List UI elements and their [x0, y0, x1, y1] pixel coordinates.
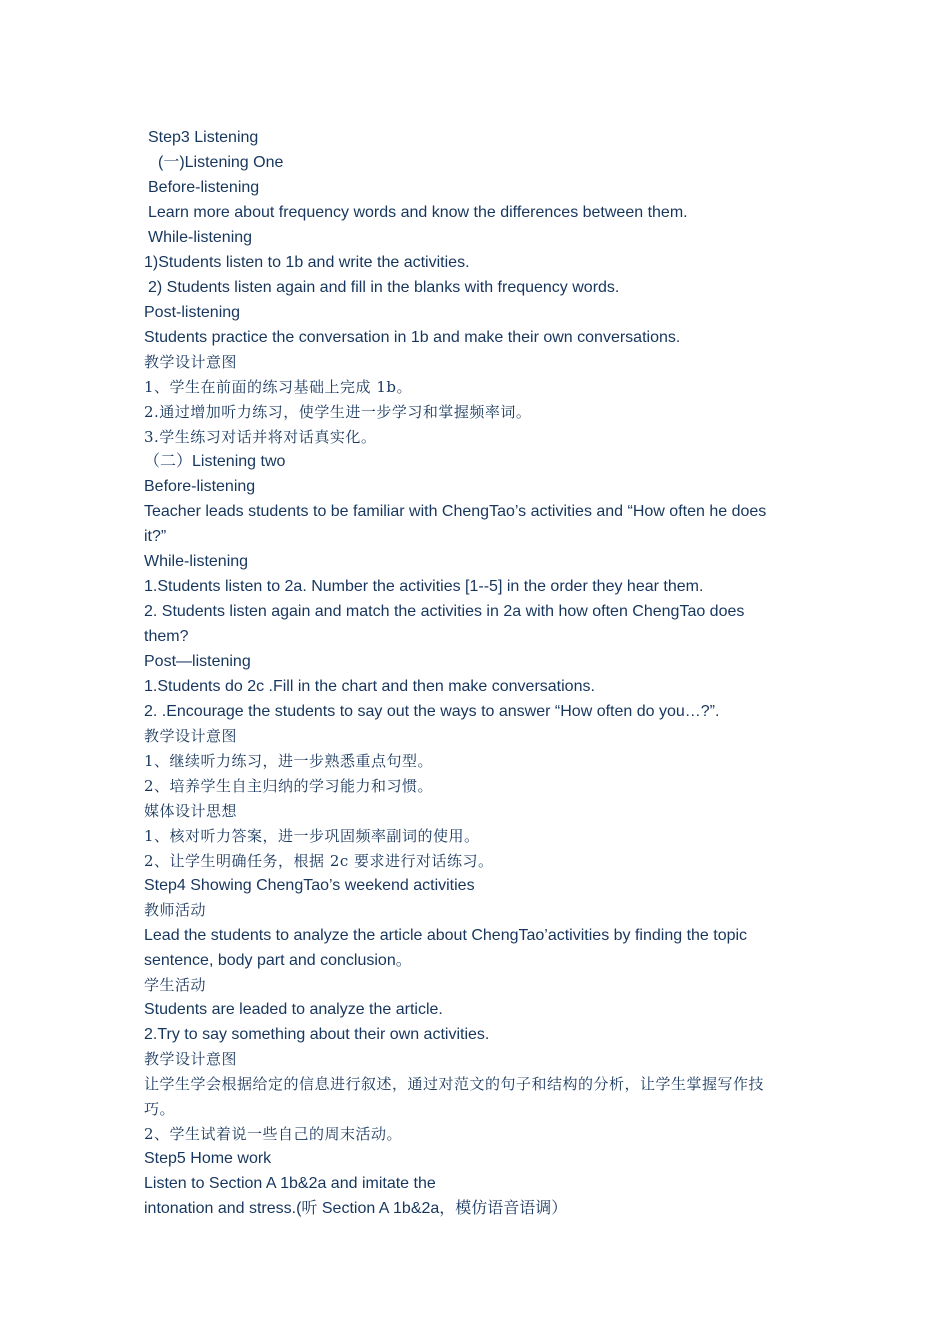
- before-listening-label: Before-listening: [144, 478, 256, 495]
- text-line: sentence, body part and conclusion。: [144, 952, 412, 969]
- text-line: Learn more about frequency words and know the differences between them.: [148, 204, 688, 221]
- text-line: 2、让学生明确任务，根据 2c 要求进行对话练习。: [144, 852, 494, 870]
- text-line: 1)Students listen to 1b and write the activities.: [144, 254, 470, 271]
- media-design-heading: 媒体设计思想: [144, 802, 238, 820]
- text-line: Students practice the conversation in 1b and make their own conversations.: [144, 329, 681, 346]
- text-line: 1.Students listen to 2a. Number the activities [1--5] in the order they hear them.: [144, 578, 704, 595]
- text-line: 让学生学会根据给定的信息进行叙述，通过对范文的句子和结构的分析，让学生掌握写作技: [144, 1075, 765, 1093]
- step3-heading: Step3 Listening: [148, 129, 259, 146]
- text-line: 2.Try to say something about their own activities.: [144, 1026, 490, 1043]
- step5-heading: Step5 Home work: [144, 1150, 272, 1167]
- text-line: Lead the students to analyze the article about ChengTao’activities by finding the topic: [144, 927, 748, 944]
- post-listening-label: Post-listening: [144, 304, 241, 321]
- text-line: 2) Students listen again and fill in the blanks with frequency words.: [148, 279, 620, 296]
- text-line: 2、学生试着说一些自己的周末活动。: [144, 1125, 403, 1143]
- listening-two-heading: （二）Listening two: [144, 453, 286, 470]
- text-line: 2. Students listen again and match the activities in 2a with how often ChengTao does: [144, 603, 745, 620]
- text-line: Teacher leads students to be familiar with ChengTao’s activities and “How often he does: [144, 503, 767, 520]
- design-intent-heading: 教学设计意图: [144, 727, 238, 745]
- text-line: 巧。: [144, 1100, 176, 1118]
- step4-heading: Step4 Showing ChengTao’s weekend activities: [144, 877, 475, 894]
- text-line: 2、培养学生自主归纳的学习能力和习惯。: [144, 777, 434, 795]
- design-intent-heading: 教学设计意图: [144, 1050, 238, 1068]
- text-line: 2. .Encourage the students to say out the ways to answer “How often do you…?”.: [144, 703, 720, 720]
- text-line: 1、继续听力练习，进一步熟悉重点句型。: [144, 752, 434, 770]
- text-line: Listen to Section A 1b&2a and imitate the: [144, 1175, 436, 1192]
- student-activity-heading: 学生活动: [144, 976, 207, 994]
- text-line: 1.Students do 2c .Fill in the chart and then make conversations.: [144, 678, 595, 695]
- text-line: 2.通过增加听力练习，使学生进一步学习和掌握频率词。: [144, 403, 532, 421]
- post-listening-label: Post—listening: [144, 653, 251, 670]
- text-line: 1、核对听力答案，进一步巩固频率副词的使用。: [144, 827, 480, 845]
- while-listening-label: While-listening: [148, 229, 253, 246]
- design-intent-heading: 教学设计意图: [144, 353, 238, 371]
- text-line: Students are leaded to analyze the article.: [144, 1001, 443, 1018]
- text-line: intonation and stress.(听 Section A 1b&2a，模仿语音语调）: [144, 1200, 568, 1217]
- text-line: it?”: [144, 528, 167, 545]
- while-listening-label: While-listening: [144, 553, 249, 570]
- before-listening-label: Before-listening: [148, 179, 260, 196]
- teacher-activity-heading: 教师活动: [144, 901, 207, 919]
- listening-one-heading: (一)Listening One: [158, 154, 284, 171]
- text-line: them?: [144, 628, 189, 645]
- text-line: 1、学生在前面的练习基础上完成 1b。: [144, 378, 412, 396]
- text-line: 3.学生练习对话并将对话真实化。: [144, 428, 377, 446]
